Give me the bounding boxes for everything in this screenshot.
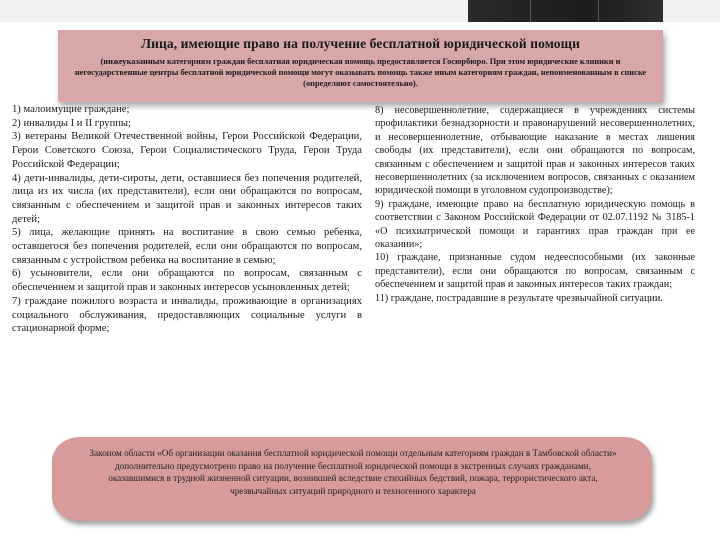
list-item: 2) инвалиды I и II группы;: [12, 117, 131, 129]
page-title: Лица, имеющие право на получение бесплатной юридической помощи: [140, 36, 581, 51]
list-item: 8) несовершеннолетние, содержащиеся в учреждениях системы профилактики безнадзорности и правонарушений несовершеннолетних, и несовершеннолетние, отбывающие наказание в местах лишения свободы (их представители), если они обращаются по вопросам, связанным с обеспечением и защитой прав и законных интересов таких несовершеннолетних (за исключением вопросов, связанных с оказанием юридической помощи в уголовном судопроизводстве);: [375, 105, 695, 197]
footer-note-text: Законом области «Об организации оказания бесплатной юридической помощи отдельным категориям граждан в Тамбовской области» дополнительно предусмотрено право на получение бесплатной юридической помощи в экстренных случаях гражданами, оказавшимися в трудной жизненной ситуации, возникшей вследствие стихийных бедствий, пожара, террористического акта, чрезвычайных ситуаций природного и техногенного характера: [89, 448, 617, 496]
list-item: 11) граждане, пострадавшие в результате чрезвычайной ситуации.: [375, 292, 663, 304]
list-item: 4) дети-инвалиды, дети-сироты, дети, оставшиеся без попечения родителей, лица из их числа (их представители), если они обращаются по вопросам, связанным с обеспечением и защитой прав и законных интересов таких детей;: [12, 172, 362, 225]
right-column: [375, 104, 695, 305]
list-item: 1) малоимущие граждане;: [12, 104, 130, 115]
header-banner: [58, 30, 663, 102]
list-item: 6) усыновители, если они обращаются по вопросам, связанным с обеспечением и защитой прав и законных интересов усыновленных детей;: [12, 268, 362, 294]
top-dark-block: [468, 0, 663, 22]
list-item: 3) ветераны Великой Отечественной войны, Герои Российской Федерации, Герои Советского Союза, Герои Социалистического Труда, Герои Труда Российской Федерации;: [12, 131, 362, 170]
list-item: 9) граждане, имеющие право на бесплатную юридическую помощь в соответствии с Законом Российской Федерации от 02.07.1192 № 3185-1 «О психиатрической помощи и гарантиях прав граждан при ее оказании»;: [375, 198, 695, 251]
list-item: 5) лица, желающие принять на воспитание в свою семью ребенка, оставшегося без попечения родителей, если они обращаются по вопросам, связанным с устройством ребенка на воспитание в семью;: [12, 227, 362, 266]
left-column: [12, 103, 362, 336]
list-item: 7) граждане пожилого возраста и инвалиды, проживающие в организациях социального обслуживания, предоставляющих социальные услуги в стационарной форме;: [12, 295, 362, 335]
list-item: 10) граждане, признанные судом недееспособными (их законные представители), если они обращаются по вопросам, связанным с обеспечением и защитой прав и законных интересов таких граждан;: [375, 252, 695, 291]
page-subtitle: (нижеуказанным категориям граждан бесплатная юридическая помощь предоставляется Госюрбюро. При этом юридические клиники и негосударственные центры бесплатной юридической помощи могут оказывать помощь также иным категориям граждан, непоименованным в списке (определяют самостоятельно).: [74, 57, 647, 88]
top-decorative-bar: [0, 0, 720, 22]
